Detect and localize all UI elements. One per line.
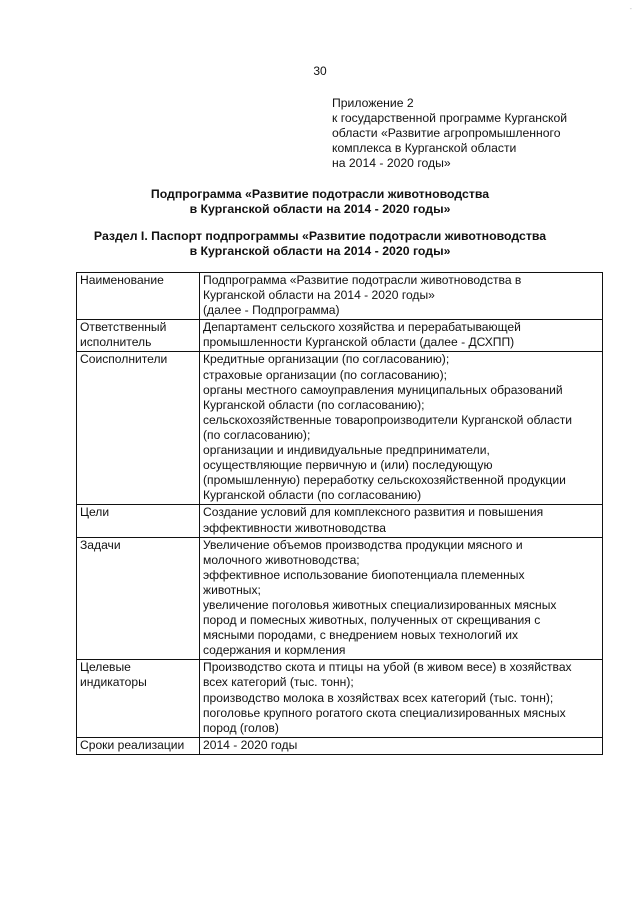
value-line: (далее - Подпрограмма)	[203, 303, 340, 318]
value-line: (по согласованию);	[203, 427, 311, 442]
value-line: производство молока в хозяйствах всех категорий (тыс. тонн);	[203, 690, 554, 705]
subprogram-title	[0, 187, 640, 217]
passport-row-label	[77, 660, 200, 737]
value-line: промышленности Курганской области (далее - ДСХПП)	[203, 335, 515, 350]
value-line: сельскохозяйственные товаропроизводители Курганской области	[203, 412, 573, 427]
label-line: исполнитель	[80, 335, 152, 350]
passport-row-label	[77, 273, 200, 320]
label-line: Задачи	[80, 537, 121, 552]
label-line: Сроки реализации	[80, 737, 185, 752]
value-line: Создание условий для комплексного развития и повышения	[203, 505, 544, 520]
passport-row-label	[77, 352, 200, 505]
passport-row-value	[200, 320, 603, 352]
value-line: пород и помесных животных, полученных от скрещивания с	[203, 613, 541, 628]
value-line: мясными породами, с внедрением новых технологий их	[203, 628, 519, 643]
passport-row-value	[200, 273, 603, 320]
label-line: индикаторы	[80, 675, 147, 690]
value-line: поголовье крупного рогатого скота специализированных мясных	[203, 705, 566, 720]
value-line: Департамент сельского хозяйства и перерабатывающей	[203, 320, 521, 335]
appendix-note	[332, 96, 632, 171]
label-line: Целевые	[80, 660, 131, 675]
value-line: Курганской области (по согласованию)	[203, 488, 422, 503]
passport-row	[77, 505, 603, 537]
value-line: органы местного самоуправления муниципальных образований	[203, 382, 563, 397]
appendix-line: области «Развитие агропромышленного	[332, 126, 561, 140]
passport-row-label	[77, 320, 200, 352]
value-line: эффективное использование биопотенциала племенных	[203, 567, 525, 582]
value-line: страховые организации (по согласованию);	[203, 367, 448, 382]
passport-table-body	[77, 273, 603, 755]
value-line: Увеличение объемов производства продукции мясного и	[203, 537, 523, 552]
label-line: Цели	[80, 505, 110, 520]
value-line: пород (голов)	[203, 720, 279, 735]
label-line: Наименование	[80, 273, 164, 287]
value-line: Кредитные организации (по согласованию);	[203, 352, 450, 367]
value-line: эффективности животноводства	[203, 520, 386, 535]
passport-row	[77, 537, 603, 660]
value-line: Курганской области (по согласованию);	[203, 397, 425, 412]
page-number: 30	[313, 64, 327, 78]
passport-row-label	[77, 737, 200, 754]
passport-table	[76, 272, 603, 755]
section-title-line: Раздел I. Паспорт подпрограммы «Развитие подотрасли животноводства	[93, 229, 547, 243]
passport-row-label	[77, 505, 200, 537]
value-line: всех категорий (тыс. тонн);	[203, 675, 354, 690]
passport-row-value	[200, 660, 603, 737]
appendix-line: к государственной программе Курганской	[332, 111, 568, 125]
passport-row	[77, 737, 603, 754]
value-line: Подпрограмма «Развитие подотрасли животноводства в	[203, 273, 522, 287]
passport-row	[77, 660, 603, 737]
value-line: увеличение поголовья животных специализированных мясных	[203, 597, 557, 612]
value-line: животных;	[203, 582, 261, 597]
passport-row-value	[200, 352, 603, 505]
passport-row-value	[200, 537, 603, 660]
value-line: (промышленную) переработку сельскохозяйственной продукции	[203, 473, 566, 488]
appendix-line: Приложение 2	[332, 96, 414, 110]
value-line: организации и индивидуальные предприниматели,	[203, 443, 490, 458]
appendix-line: на 2014 - 2020 годы»	[332, 156, 451, 170]
section-title-line: в Курганской области на 2014 - 2020 годы»	[189, 244, 451, 258]
passport-row	[77, 273, 603, 320]
corner-mark: -	[629, 6, 632, 13]
value-line: содержания и кормления	[203, 643, 346, 658]
passport-row-value	[200, 737, 603, 754]
appendix-line: комплекса в Курганской области	[332, 141, 517, 155]
passport-row	[77, 352, 603, 505]
subprogram-title-line: в Курганской области на 2014 - 2020 годы»	[189, 202, 451, 216]
value-line: осуществляющие первичную и (или) последующую	[203, 458, 493, 473]
section-title	[0, 229, 640, 259]
passport-row-label	[77, 537, 200, 660]
value-line: молочного животноводства;	[203, 552, 360, 567]
value-line: Курганской области на 2014 - 2020 годы»	[203, 288, 435, 303]
passport-row-value	[200, 505, 603, 537]
label-line: Соисполнители	[80, 352, 168, 367]
label-line: Ответственный	[80, 320, 167, 335]
passport-row	[77, 320, 603, 352]
subprogram-title-line: Подпрограмма «Развитие подотрасли животноводства	[150, 187, 490, 201]
value-line: Производство скота и птицы на убой (в живом весе) в хозяйствах	[203, 660, 572, 675]
value-line: 2014 - 2020 годы	[203, 737, 298, 752]
